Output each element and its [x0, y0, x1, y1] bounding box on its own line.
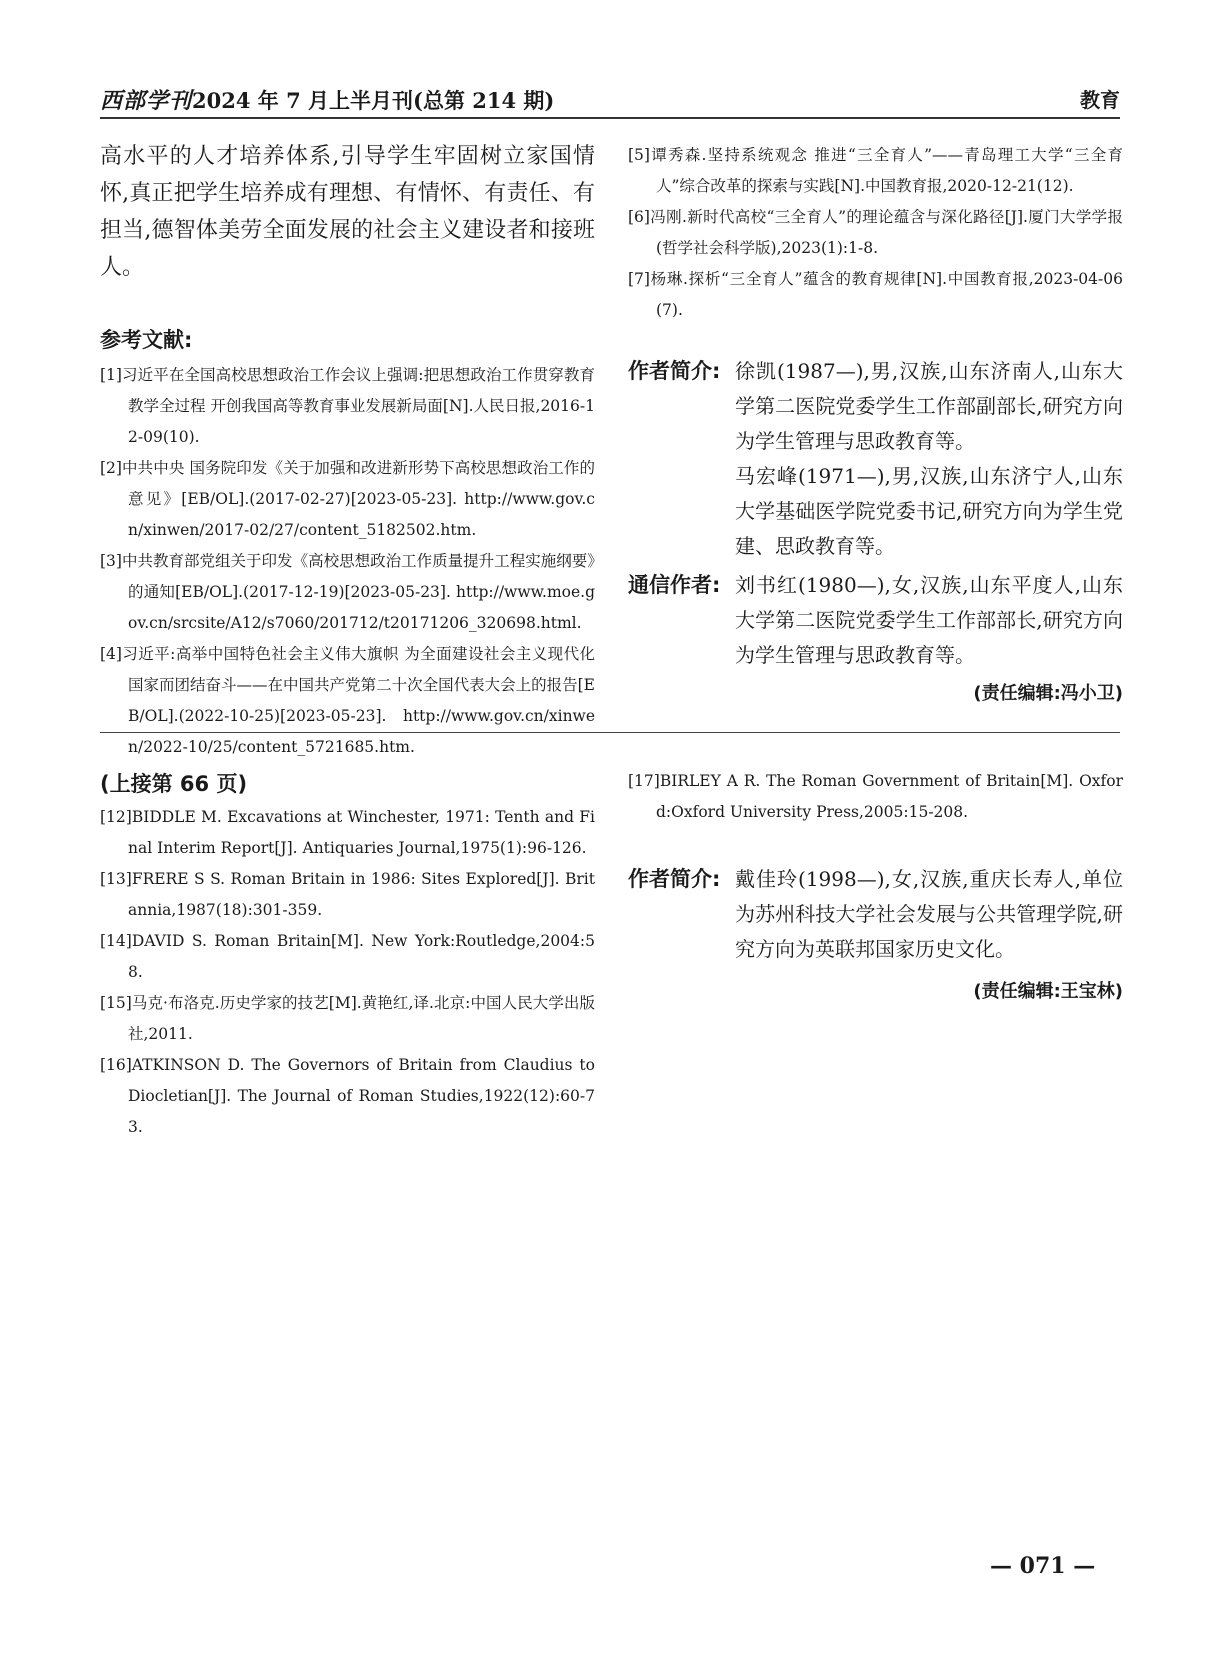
reference-item: [12]BIDDLE M. Excavations at Winchester, 1971: Tenth and Final Interim Report[J]. Antiquaries Journal,1975(1):96-126.: [100, 808, 595, 857]
author-bio-label: 作者简介:: [628, 867, 721, 891]
reference-item: [14]DAVID S. Roman Britain[M]. New York:Routledge,2004:58.: [100, 932, 595, 981]
author-bio-block-lower: [628, 862, 1123, 967]
journal-logo: 西部学刊: [100, 88, 193, 114]
author-bio: 徐凯(1987—),男,汉族,山东济南人,山东大学第二医院党委学生工作部副部长,研究方向为学生管理与思政教育等。: [735, 359, 1123, 453]
corresponding-author-bio: 刘书红(1980—),女,汉族,山东平度人,山东大学第二医院党委学生工作部部长,研究方向为学生管理与思政教育等。: [735, 573, 1123, 667]
lower-right-column: [628, 766, 1123, 1003]
reference-item: [13]FRERE S S. Roman Britain in 1986: Sites Explored[J]. Britannia,1987(18):301-359.: [100, 870, 595, 919]
author-bio: 马宏峰(1971—),男,汉族,山东济宁人,山东大学基础医学院党委书记,研究方向为学生党建、思政教育等。: [735, 464, 1123, 558]
reference-item: [1]习近平在全国高校思想政治工作会议上强调:把思想政治工作贯穿教育教学全过程 开创我国高等教育事业发展新局面[N].人民日报,2016-12-09(10).: [100, 366, 595, 446]
reference-item: [4]习近平:高举中国特色社会主义伟大旗帜 为全面建设社会主义现代化国家而团结奋斗——在中国共产党第二十次全国代表大会上的报告[EB/OL].(2022-10-25)[2023-05-23]. http://www.gov.cn/xinwen/2022-10/25/content_5721685.htm.: [100, 645, 595, 756]
references-list-right: [628, 140, 1123, 326]
body-paragraph: 高水平的人才培养体系,引导学生牢固树立家国情怀,真正把学生培养成有理想、有情怀、有责任、有担当,德智体美劳全面发展的社会主义建设者和接班人。: [100, 144, 595, 280]
upper-left-column: [100, 138, 595, 763]
responsible-editor: (责任编辑:王宝林): [973, 981, 1123, 1002]
references-list-lower-right: [628, 766, 1123, 828]
references-heading: 参考文献:: [100, 328, 193, 352]
running-header: [100, 84, 1120, 118]
reference-item: [15]马克·布洛克.历史学家的技艺[M].黄艳红,译.北京:中国人民大学出版社,2011.: [100, 994, 595, 1043]
reference-item: [17]BIRLEY A R. The Roman Government of Britain[M]. Oxford:Oxford University Press,2005:15-208.: [628, 772, 1123, 821]
reference-item: [16]ATKINSON D. The Governors of Britain from Claudius to Diocletian[J]. The Journal of Roman Studies,1922(12):60-73.: [100, 1056, 595, 1136]
author-bio-label: 作者简介:: [628, 359, 721, 383]
reference-item: [3]中共教育部党组关于印发《高校思想政治工作质量提升工程实施纲要》的通知[EB/OL].(2017-12-19)[2023-05-23]. http://www.moe.gov.cn/srcsite/A12/s7060/201712/t20171206_320698.html.: [100, 552, 595, 632]
reference-item: [2]中共中央 国务院印发《关于加强和改进新形势下高校思想政治工作的意见》[EB/OL].(2017-02-27)[2023-05-23]. http://www.gov.cn/xinwen/2017-02/27/content_5182502.htm.: [100, 459, 595, 539]
responsible-editor: (责任编辑:冯小卫): [973, 683, 1123, 704]
reference-item: [6]冯刚.新时代高校“三全育人”的理论蕴含与深化路径[J].厦门大学学报(哲学社会科学版),2023(1):1-8.: [628, 208, 1123, 257]
page-number: — 071 —: [990, 1553, 1096, 1579]
lower-left-column: [100, 768, 595, 1143]
journal-issue-line: [100, 84, 554, 115]
references-list-left: [100, 360, 595, 763]
corresponding-author-block: [628, 568, 1123, 673]
reference-item: [7]杨琳.探析“三全育人”蕴含的教育规律[N].中国教育报,2023-04-06(7).: [628, 270, 1123, 319]
reference-item: [5]谭秀森.坚持系统观念 推进“三全育人”——青岛理工大学“三全育人”综合改革的探索与实践[N].中国教育报,2020-12-21(12).: [628, 146, 1123, 195]
issue-info: 2024 年 7 月上半月刊(总第 214 期): [192, 88, 555, 113]
author-bio-block: [628, 354, 1123, 564]
author-bio: 戴佳玲(1998—),女,汉族,重庆长寿人,单位为苏州科技大学社会发展与公共管理学院,研究方向为英联邦国家历史文化。: [735, 867, 1123, 961]
section-name: 教育: [1080, 88, 1120, 112]
header-rule: [100, 117, 1120, 119]
continued-from-label: (上接第 66 页): [100, 772, 248, 796]
references-list-lower-left: [100, 802, 595, 1143]
corresponding-author-label: 通信作者:: [628, 573, 721, 597]
section-divider: [100, 732, 1120, 733]
upper-right-column: [628, 140, 1123, 705]
